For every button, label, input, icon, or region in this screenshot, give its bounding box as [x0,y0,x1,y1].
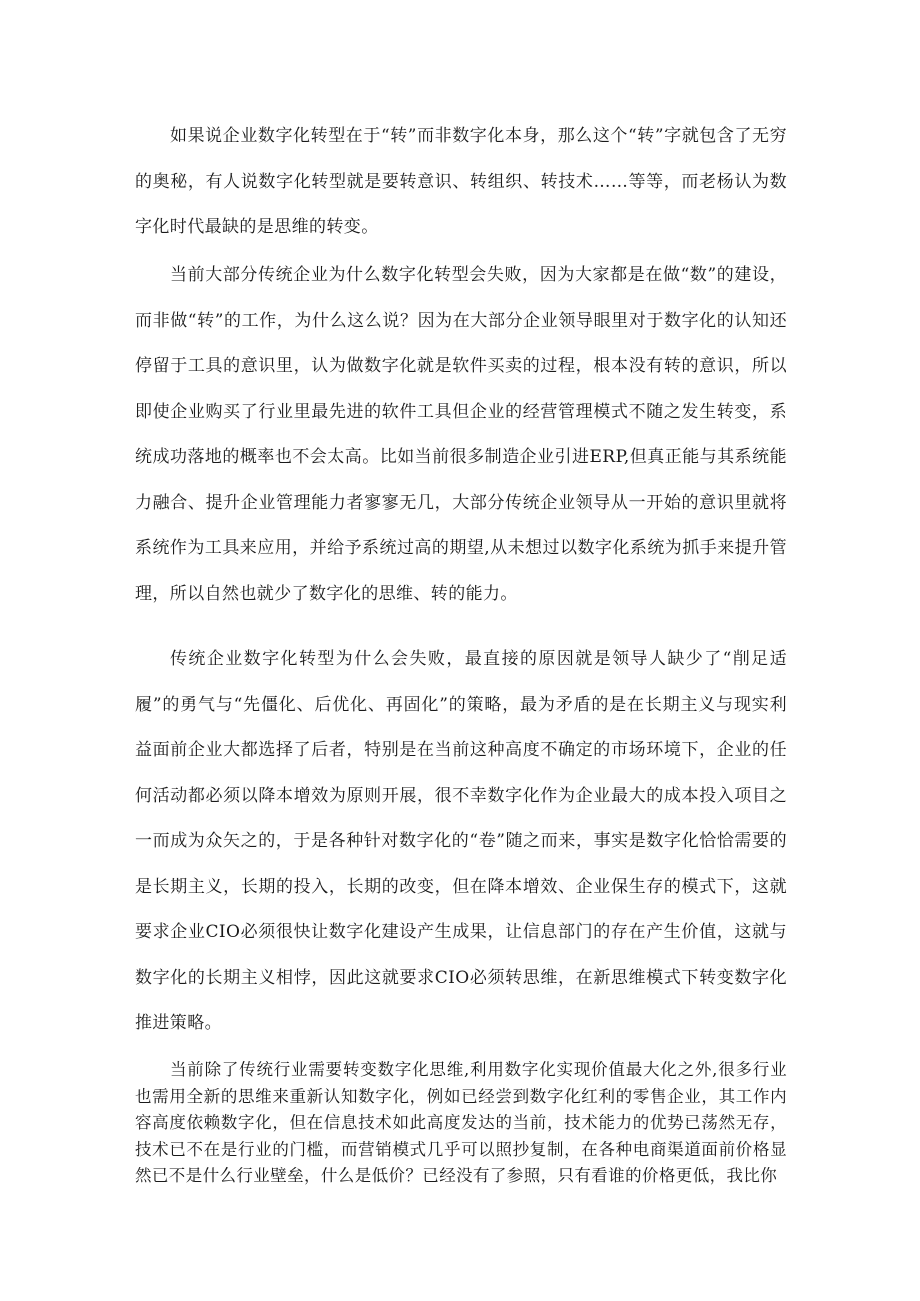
paragraph-3: 传统企业数字化转型为什么会失败，最直接的原因就是领导人缺少了“削足适履”的勇气与“先僵化、后优化、再固化”的策略，最为矛盾的是在长期主义与现实利益面前企业大都选择了后者，特别是在当前这种高度不确定的市场环境下，企业的任何活动都必须以降本增效为原则开展，很不幸数字化作为企业最大的成本投入项目之一而成为众矢之的，于是各种针对数字化的“卷”随之而来，事实是数字化恰恰需要的是长期主义，长期的投入，长期的改变，但在降本增效、企业保生存的模式下，这就要求企业CIO必须很快让数字化建设产生成果，让信息部门的存在产生价值，这就与数字化的长期主义相悖，因此这就要求CIO必须转思维，在新思维模式下转变数字化推进策略。 [135,649,787,1033]
paragraph-4: 当前除了传统行业需要转变数字化思维,利用数字化实现价值最大化之外,很多行业也需用全新的思维来重新认知数字化，例如已经尝到数字化红利的零售企业，其工作内容高度依赖数字化，但在信息技术如此高度发达的当前，技术能力的优势已荡然无存，技术已不在是行业的门槛，而营销模式几乎可以照抄复制，在各种电商渠道面前价格显然已不是什么行业壁垒，什么是低价？已经没有了参照，只有看谁的价格更低，我比你 [135,1060,787,1185]
paragraph-2: 当前大部分传统企业为什么数字化转型会失败，因为大家都是在做“数”的建设，而非做“转”的工作，为什么这么说？因为在大部分企业领导眼里对于数字化的认知还停留于工具的意识里，认为做数字化就是软件买卖的过程，根本没有转的意识，所以即使企业购买了行业里最先进的软件工具但企业的经营管理模式不随之发生转变，系统成功落地的概率也不会太高。比如当前很多制造企业引进ERP,但真正能与其系统能力融合、提升企业管理能力者寥寥无几，大部分传统企业领导从一开始的意识里就将系统作为工具来应用，并给予系统过高的期望,从未想过以数字化系统为抓手来提升管理，所以自然也就少了数字化的思维、转的能力。 [135,265,787,604]
paragraph-1: 如果说企业数字化转型在于“转”而非数字化本身，那么这个“转”字就包含了无穷的奥秘，有人说数字化转型就是要转意识、转组织、转技术……等等，而老杨认为数字化时代最缺的是思维的转变。 [135,126,787,237]
